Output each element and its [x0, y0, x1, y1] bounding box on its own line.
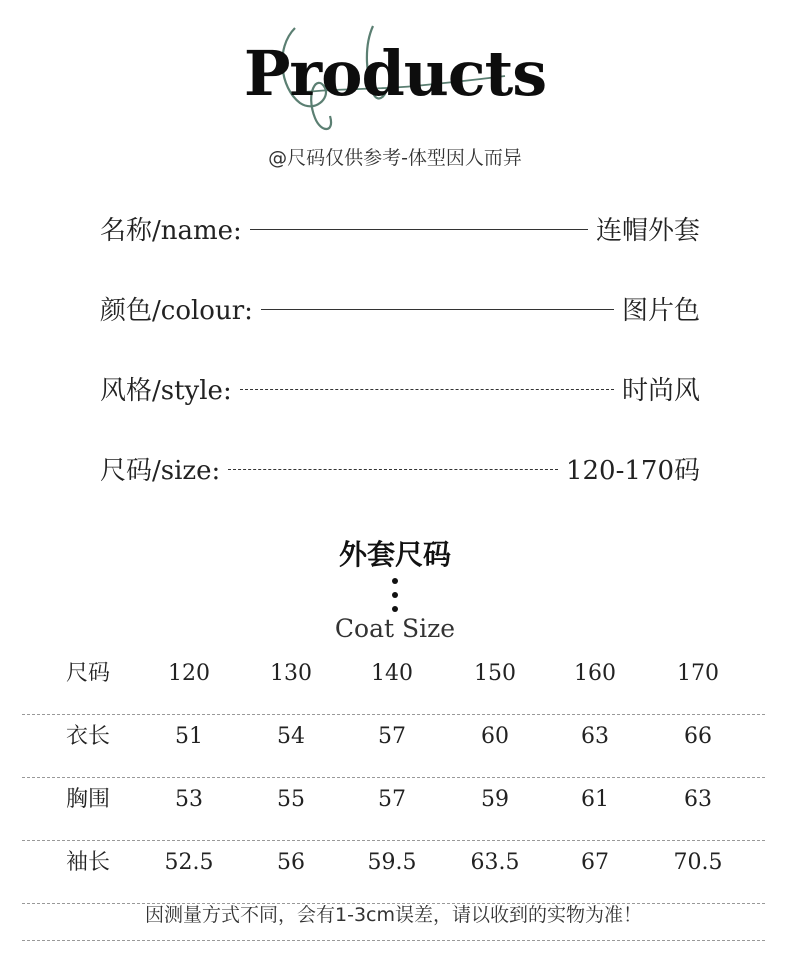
dash-leader [240, 389, 614, 390]
table-cell: 150 [474, 661, 516, 686]
info-label: 颜色/colour: [100, 295, 253, 326]
table-cell: 140 [371, 661, 413, 686]
table-cell: 160 [574, 661, 616, 686]
table-cell: 53 [175, 787, 203, 812]
table-cell: 70.5 [673, 850, 723, 875]
table-row [22, 652, 765, 715]
table-cell: 54 [277, 724, 305, 749]
table-row [22, 778, 765, 841]
size-table [22, 652, 765, 904]
row-header: 衣长 [66, 724, 111, 749]
table-cell: 56 [277, 850, 305, 875]
size-section-subtitle: Coat Size [334, 614, 456, 643]
table-row [22, 715, 765, 778]
row-header: 尺码 [66, 661, 111, 686]
table-cell: 61 [581, 787, 609, 812]
dash-leader [250, 229, 588, 230]
info-value: 图片色 [621, 295, 700, 326]
info-row-colour [100, 288, 700, 328]
table-cell: 63 [581, 724, 609, 749]
info-row-name [100, 208, 700, 248]
page-title: Products [243, 37, 547, 110]
table-cell: 63.5 [470, 850, 520, 875]
table-cell: 130 [270, 661, 312, 686]
info-label: 名称/name: [100, 215, 242, 246]
info-value: 连帽外套 [595, 215, 700, 246]
info-value: 120-170码 [565, 455, 700, 486]
info-label: 尺码/size: [100, 455, 221, 486]
info-value: 时尚风 [621, 375, 700, 406]
size-section-title: 外套尺码 [338, 538, 451, 571]
info-row-size [100, 448, 700, 488]
row-header: 胸围 [66, 787, 111, 812]
info-label: 风格/style: [100, 375, 232, 406]
table-cell: 52.5 [164, 850, 214, 875]
table-cell: 59.5 [367, 850, 417, 875]
table-cell: 51 [175, 724, 203, 749]
size-disclaimer: @尺码仅供参考-体型因人而异 [268, 147, 522, 169]
table-row [22, 841, 765, 904]
table-cell: 67 [581, 850, 609, 875]
table-cell: 57 [378, 724, 406, 749]
row-header: 袖长 [66, 850, 111, 875]
table-cell: 120 [168, 661, 210, 686]
table-cell: 170 [677, 661, 719, 686]
dash-leader [228, 469, 558, 470]
dash-leader [261, 309, 614, 310]
table-cell: 55 [277, 787, 305, 812]
table-cell: 66 [684, 724, 712, 749]
table-cell: 57 [378, 787, 406, 812]
table-cell: 63 [684, 787, 712, 812]
header [0, 0, 790, 130]
info-row-style [100, 368, 700, 408]
table-cell: 59 [481, 787, 509, 812]
measurement-note: 因测量方式不同，会有1-3cm误差，请以收到的实物为准！ [22, 900, 765, 941]
table-cell: 60 [481, 724, 509, 749]
